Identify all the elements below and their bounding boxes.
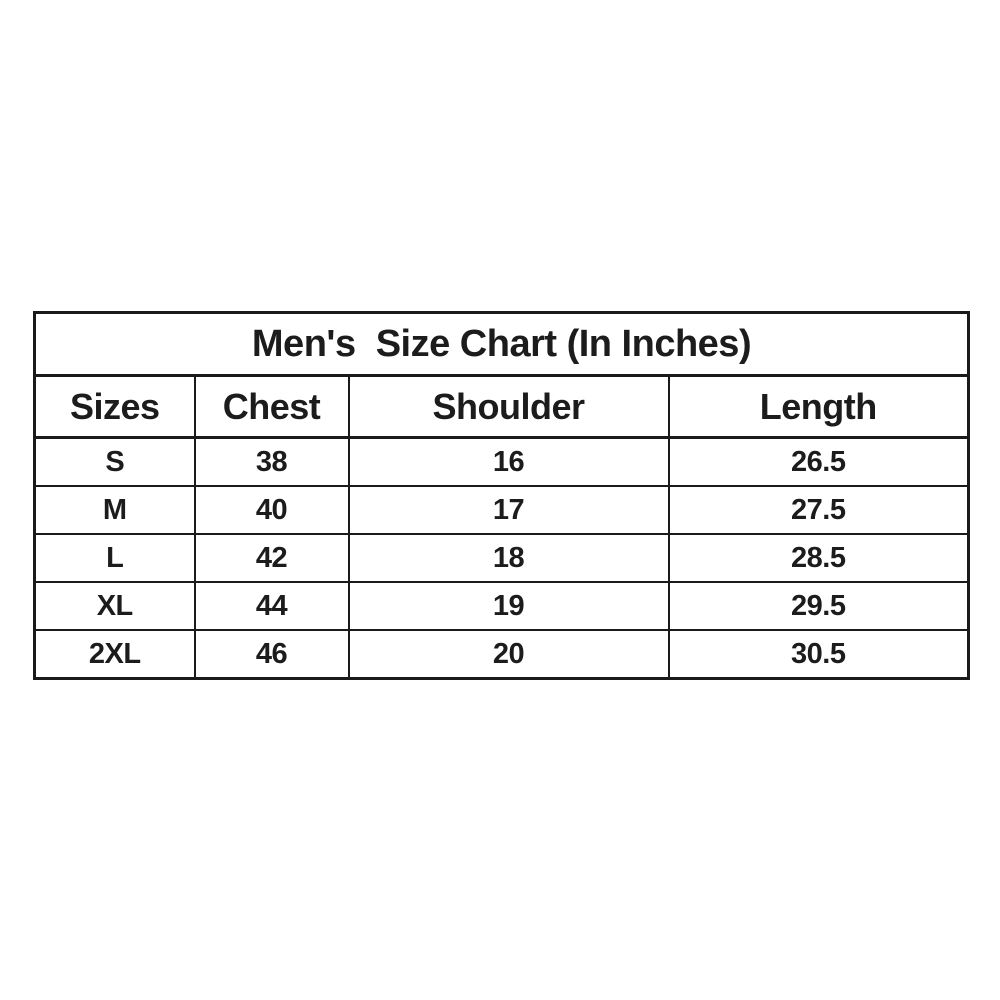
cell-shoulder: 20 <box>349 630 669 679</box>
size-chart-table <box>33 311 970 680</box>
cell-shoulder: 19 <box>349 582 669 630</box>
table-title-row <box>35 313 969 376</box>
table-row <box>35 582 969 630</box>
table-title: Men's Size Chart (In Inches) <box>35 313 969 376</box>
table-row <box>35 486 969 534</box>
cell-length: 27.5 <box>669 486 969 534</box>
cell-length: 26.5 <box>669 438 969 487</box>
cell-size: 2XL <box>35 630 195 679</box>
table-row <box>35 630 969 679</box>
cell-length: 28.5 <box>669 534 969 582</box>
table-header-row <box>35 376 969 438</box>
cell-shoulder: 17 <box>349 486 669 534</box>
cell-size: XL <box>35 582 195 630</box>
cell-chest: 44 <box>195 582 349 630</box>
cell-size: L <box>35 534 195 582</box>
cell-size: M <box>35 486 195 534</box>
cell-chest: 40 <box>195 486 349 534</box>
table-row <box>35 534 969 582</box>
cell-chest: 38 <box>195 438 349 487</box>
column-header-shoulder: Shoulder <box>349 376 669 438</box>
cell-shoulder: 18 <box>349 534 669 582</box>
cell-chest: 46 <box>195 630 349 679</box>
cell-length: 29.5 <box>669 582 969 630</box>
column-header-chest: Chest <box>195 376 349 438</box>
table-row <box>35 438 969 487</box>
cell-length: 30.5 <box>669 630 969 679</box>
cell-size: S <box>35 438 195 487</box>
cell-chest: 42 <box>195 534 349 582</box>
column-header-length: Length <box>669 376 969 438</box>
cell-shoulder: 16 <box>349 438 669 487</box>
size-chart-container <box>33 311 967 680</box>
column-header-sizes: Sizes <box>35 376 195 438</box>
